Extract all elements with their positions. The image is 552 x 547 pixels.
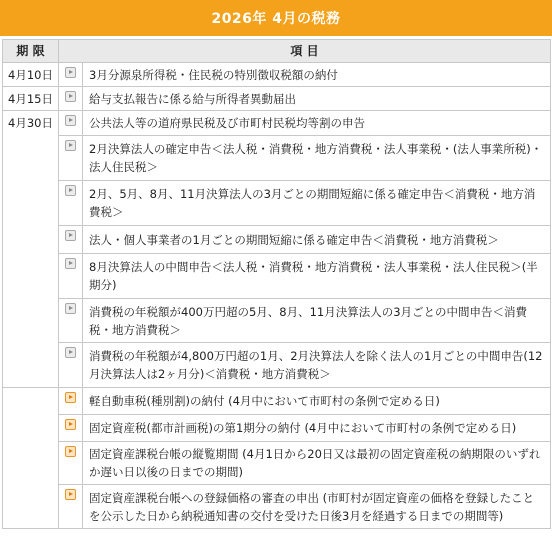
arrow-bullet-icon bbox=[65, 489, 76, 500]
table-row bbox=[3, 87, 551, 111]
arrow-bullet-icon bbox=[65, 91, 76, 102]
item-cell: 消費税の年税額が4,800万円超の1月、2月決算法人を除く法人の1月ごとの中間申告(12月決算法人は2ヶ月分)＜消費税・地方消費税＞ bbox=[83, 343, 551, 388]
table-row bbox=[3, 299, 551, 343]
arrow-bullet-icon bbox=[65, 140, 76, 151]
deadline-cell: 4月15日 bbox=[3, 87, 59, 111]
table-header-row bbox=[3, 40, 551, 63]
table-row bbox=[3, 136, 551, 181]
item-cell: 給与支払報告に係る給与所得者異動届出 bbox=[83, 87, 551, 111]
item-cell: 法人・個人事業者の1月ごとの期間短縮に係る確定申告＜消費税・地方消費税＞ bbox=[83, 226, 551, 254]
table-row bbox=[3, 442, 551, 485]
table-row bbox=[3, 226, 551, 254]
deadline-cell: 4月10日 bbox=[3, 63, 59, 87]
item-cell: 固定資産税(都市計画税)の第1期分の納付 (4月中において市町村の条例で定める日) bbox=[83, 415, 551, 442]
item-cell: 2月、5月、8月、11月決算法人の3月ごとの期間短縮に係る確定申告＜消費税・地方消費税＞ bbox=[83, 181, 551, 226]
arrow-bullet-icon bbox=[65, 419, 76, 430]
table-row bbox=[3, 415, 551, 442]
arrow-bullet-icon bbox=[65, 67, 76, 78]
item-cell: 固定資産課税台帳への登録価格の審査の申出 (市町村が固定資産の価格を登録したことを公示した日から納税通知書の交付を受けた日後3月を経過する日までの期間等) bbox=[83, 485, 551, 529]
arrow-bullet-icon bbox=[65, 258, 76, 269]
deadline-cell bbox=[3, 388, 59, 529]
arrow-bullet-icon bbox=[65, 185, 76, 196]
item-cell: 3月分源泉所得税・住民税の特別徴収税額の納付 bbox=[83, 63, 551, 87]
table-row bbox=[3, 63, 551, 87]
arrow-bullet-icon bbox=[65, 446, 76, 457]
page-title: 2026年 4月の税務 bbox=[0, 0, 552, 36]
table-row bbox=[3, 343, 551, 388]
item-cell: 固定資産課税台帳の縦覧期間 (4月1日から20日又は最初の固定資産税の納期限のいずれか遅い日以後の日までの期間) bbox=[83, 442, 551, 485]
table-row bbox=[3, 485, 551, 529]
table-row bbox=[3, 254, 551, 299]
item-cell: 公共法人等の道府県民税及び市町村民税均等割の申告 bbox=[83, 111, 551, 136]
item-cell: 軽自動車税(種別割)の納付 (4月中において市町村の条例で定める日) bbox=[83, 388, 551, 415]
arrow-bullet-icon bbox=[65, 230, 76, 241]
arrow-bullet-icon bbox=[65, 392, 76, 403]
column-header-deadline: 期 限 bbox=[3, 40, 59, 63]
arrow-bullet-icon bbox=[65, 303, 76, 314]
tax-schedule-table bbox=[2, 39, 551, 529]
arrow-bullet-icon bbox=[65, 115, 76, 126]
item-cell: 8月決算法人の中間申告＜法人税・消費税・地方消費税・法人事業税・法人住民税＞(半期分) bbox=[83, 254, 551, 299]
arrow-bullet-icon bbox=[65, 347, 76, 358]
table-row bbox=[3, 111, 551, 136]
column-header-item: 項 目 bbox=[59, 40, 551, 63]
item-cell: 2月決算法人の確定申告＜法人税・消費税・地方消費税・法人事業税・(法人事業所税)・法人住民税＞ bbox=[83, 136, 551, 181]
deadline-cell: 4月30日 bbox=[3, 111, 59, 388]
item-cell: 消費税の年税額が400万円超の5月、8月、11月決算法人の3月ごとの中間申告＜消費税・地方消費税＞ bbox=[83, 299, 551, 343]
table-row bbox=[3, 181, 551, 226]
table-row bbox=[3, 388, 551, 415]
